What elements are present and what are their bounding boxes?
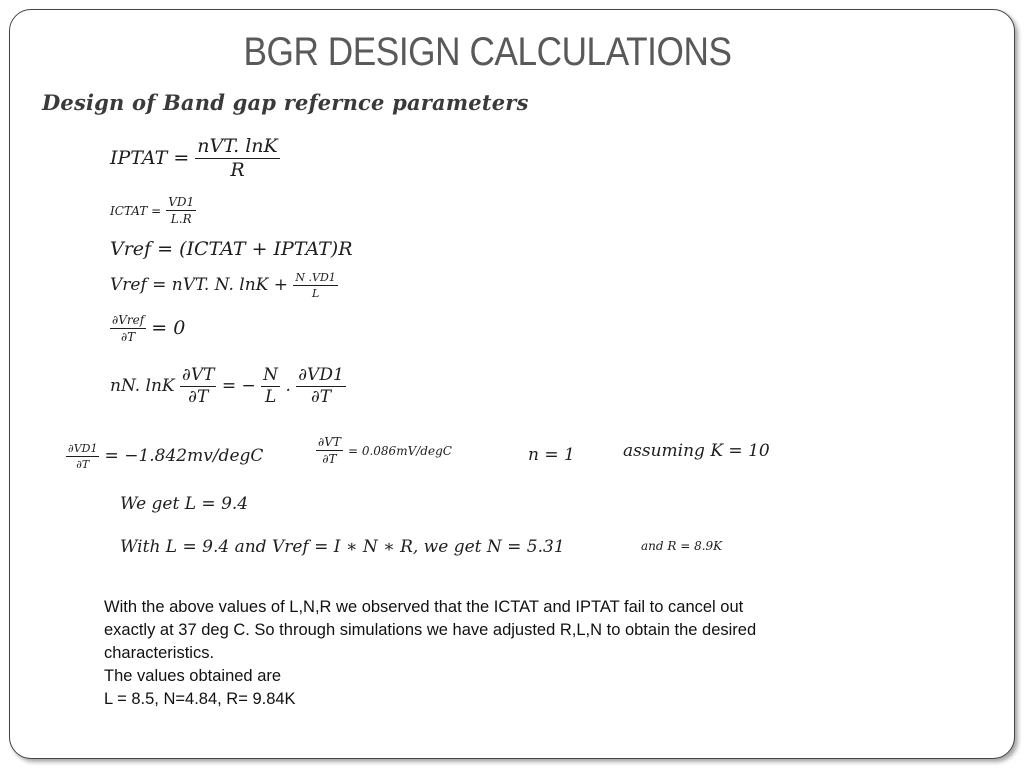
paragraph-line: The values obtained are: [104, 667, 282, 685]
paragraph-line: characteristics.: [104, 644, 215, 662]
equation-k-assumption: assuming K = 10: [623, 441, 770, 461]
equation-derivative-balance: nN. lnK $\frac{\partial VT}{\partial T}$ = − $\frac{N}{L}$ . $\frac{\partial VD1}{\partial T}$: [110, 365, 344, 407]
section-heading: Design of Band gap refernce parameters: [42, 90, 529, 115]
equation-iptat: IPTAT = $\frac{\text{nVT. lnK}}{R}$: [110, 135, 278, 181]
equation-ictat: ICTAT = $\frac{VD1}{L.R}$: [110, 195, 195, 226]
paragraph-line: With the above values of L,N,R we observed that the ICTAT and IPTAT fail to cancel out: [104, 598, 744, 616]
equation-dvt-value: $\frac{\partial VT}{\partial T}$ = 0.086mV/degC: [318, 435, 452, 466]
equation-l-result: We get L = 9.4: [120, 494, 249, 514]
equation-vref-expanded: Vref = nVT. N. lnK + $\frac{N .VD1}{L}$: [110, 271, 336, 300]
equation-n-result: With L = 9.4 and Vref = I ∗ N ∗ R, we get N = 5.31: [120, 537, 565, 557]
equation-vref-sum: Vref = (ICTAT + IPTAT)R: [110, 237, 353, 260]
results-paragraph: [104, 596, 924, 711]
equation-dvd1-value: $\frac{\partial VD1}{\partial T}$ = −1.842mv/degC: [68, 442, 264, 471]
paragraph-line: exactly at 37 deg C. So through simulations we have adjusted R,L,N to obtain the desired: [104, 621, 757, 639]
slide-title: BGR DESIGN CALCULATIONS: [243, 30, 732, 74]
equation-n-value: n = 1: [528, 445, 575, 465]
equation-dvref-dt: $\frac{\text{∂Vref}}{\partial T}$ = 0: [112, 313, 186, 344]
equation-r-result: and R = 8.9K: [641, 538, 723, 553]
paragraph-line: L = 8.5, N=4.84, R= 9.84K: [104, 690, 296, 708]
